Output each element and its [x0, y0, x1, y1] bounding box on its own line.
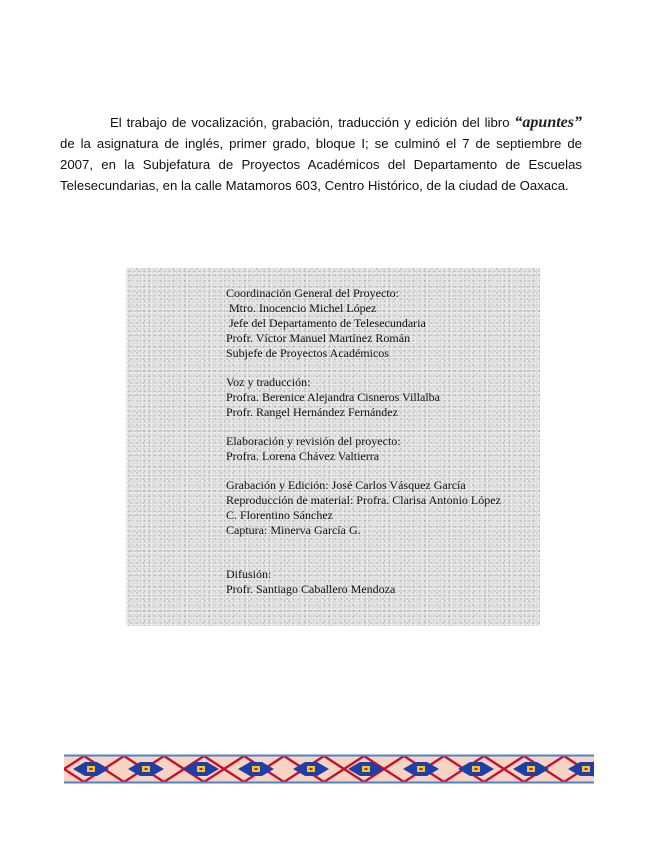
- band-red-dot: [145, 768, 148, 770]
- credit-line: Grabación y Edición: José Carlos Vásquez García: [226, 478, 466, 492]
- band-red-dot: [475, 768, 478, 770]
- credit-line: Profr. Rangel Hernández Fernández: [226, 405, 398, 419]
- band-red-dot: [585, 768, 588, 770]
- credit-line: Profra. Berenice Alejandra Cisneros Villalba: [226, 390, 440, 404]
- band-red-dot: [90, 768, 93, 770]
- decorative-border-band: [64, 754, 594, 784]
- credit-line: Mtro. Inocencio Michel López: [226, 301, 377, 315]
- credit-line: C. Florentino Sánchez: [226, 508, 333, 522]
- credit-line: Elaboración y revisión del proyecto:: [226, 434, 401, 448]
- credit-line: Subjefe de Proyectos Académicos: [226, 346, 389, 360]
- credit-line: Profra. Lorena Chávez Valtierra: [226, 449, 380, 463]
- band-red-dot: [310, 768, 313, 770]
- intro-paragraph: [60, 112, 582, 196]
- credit-line: Reproducción de material: Profra. Clarisa Antonio López: [226, 493, 501, 507]
- credits-group-review: [226, 434, 536, 464]
- band-red-dot: [365, 768, 368, 770]
- credit-line: Profr. Santiago Caballero Mendoza: [226, 582, 396, 596]
- book-title: “apuntes”: [514, 114, 582, 131]
- intro-text-end: de la asignatura de inglés, primer grado, bloque I; se culminó el 7 de septiembre de 2007, en la Subjefatura de Proyectos Académicos del Departamento de Escuelas Telesecundarias, en la calle Matamoros 603, Centro Histórico, de la ciudad de Oaxaca.: [60, 136, 582, 193]
- band-red-dot: [255, 768, 258, 770]
- credit-line: Coordinación General del Proyecto:: [226, 286, 399, 300]
- credits-group-coordination: [226, 286, 536, 361]
- credits-group-voice: [226, 375, 536, 420]
- credit-line: Jefe del Departamento de Telesecundaria: [226, 316, 426, 330]
- credit-line: Profr. Víctor Manuel Martínez Román: [226, 331, 411, 345]
- credit-line: Difusión:: [226, 567, 272, 581]
- credit-line: Captura: Minerva García G.: [226, 523, 361, 537]
- band-red-dot: [530, 768, 533, 770]
- credits-box: [126, 268, 540, 626]
- intro-text-start: El trabajo de vocalización, grabación, traducción y edición del libro: [110, 115, 515, 130]
- credits-list: [226, 286, 536, 611]
- credits-group-diffusion: [226, 567, 536, 597]
- band-red-dot: [200, 768, 203, 770]
- credits-group-production: [226, 478, 536, 538]
- credit-line: Voz y traducción:: [226, 375, 311, 389]
- band-red-dot: [420, 768, 423, 770]
